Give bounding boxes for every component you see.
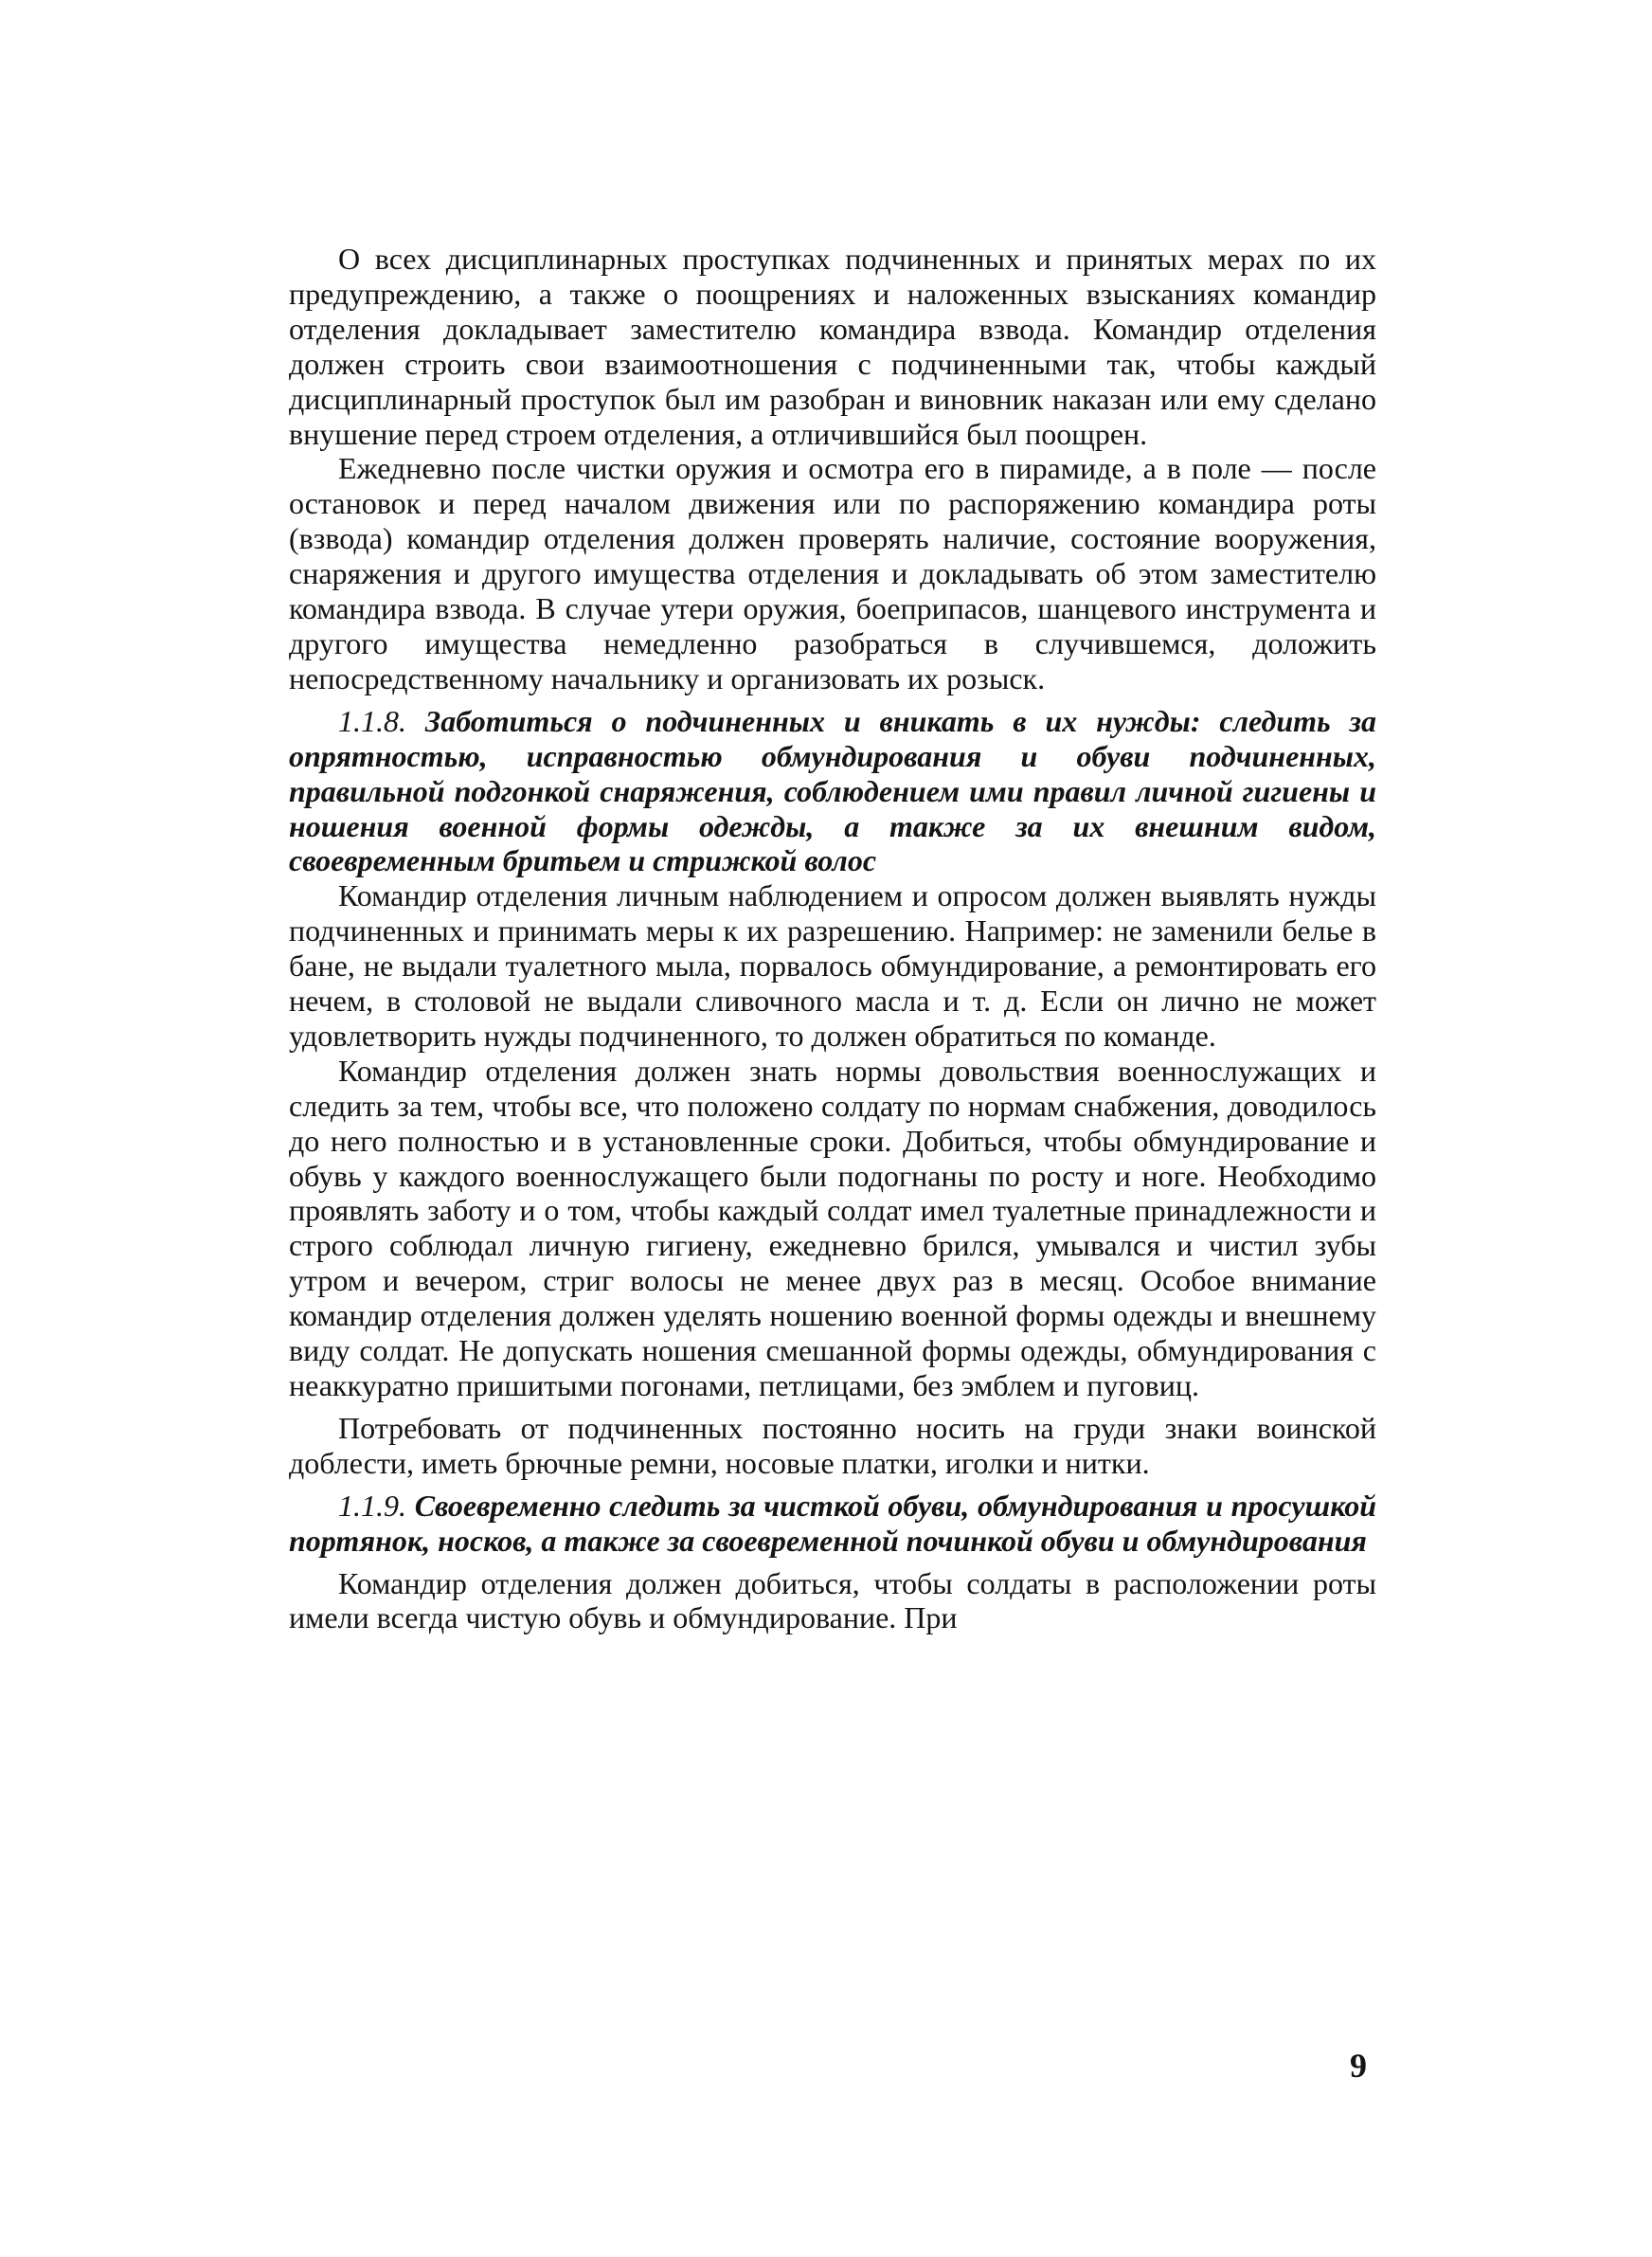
section-heading-text: Заботиться о подчиненных и вникать в их нужды: следить за опрятностью, исправностью обмундирования и обуви подчиненных, правильной подгонкой снаряжения, соблюдением ими правил личной гигиены и ношения военной формы одежды, а также за их внешним видом, своевременным бритьем и стрижкой волос: [289, 703, 1377, 878]
page-number: 9: [1350, 2047, 1367, 2085]
section-number: 1.1.9.: [338, 1488, 406, 1523]
paragraph-daily-weapon-check: Ежедневно после чистки оружия и осмотра его в пирамиде, а в поле — после остановок и перед началом движения или по распоряжению командира роты (взвода) командир отделения должен проверять наличие, состояние вооружения, снаряжения и другого имущества отделения и докладывать об этом заместителю командира взвода. В случае утери оружия, боеприпасов, шанцевого инструмента и другого имущества немедленно разобраться в случившемся, доложить непосредственному начальнику и организовать их розыск.: [289, 451, 1376, 695]
paragraph-needs-of-subordinates: Командир отделения личным наблюдением и опросом должен выявлять нужды подчиненных и принимать меры к их разрешению. Например: не заменили белье в бане, не выдали туалетного мыла, порвалось обмундирование, а ремонтировать его нечем, в столовой не выдали сливочного масла и т. д. Если он лично не может удовлетворить нужды подчиненного, то должен обратиться по команде.: [289, 878, 1376, 1053]
section-heading-1-1-8: [289, 704, 1376, 879]
paragraph-insignia-requirements: Потребовать от подчиненных постоянно носить на груди знаки воинской доблести, иметь брючные ремни, носовые платки, иголки и нитки.: [289, 1410, 1376, 1480]
page-body: [289, 242, 1376, 1635]
section-number: 1.1.8.: [338, 703, 406, 738]
paragraph-clean-uniform: Командир отделения должен добиться, чтобы солдаты в расположении роты имели всегда чистую обувь и обмундирование. При: [289, 1565, 1376, 1635]
section-heading-1-1-9: [289, 1489, 1376, 1559]
paragraph-allowance-norms: Командир отделения должен знать нормы довольствия военнослужащих и следить за тем, чтобы все, что положено солдату по нормам снабжения, доводилось до него полностью и в установленные сроки. Добиться, чтобы обмундирование и обувь у каждого военнослужащего были подогнаны по росту и ноге. Необходимо проявлять заботу и о том, чтобы каждый солдат имел туалетные принадлежности и строго соблюдал личную гигиену, ежедневно брился, умывался и чистил зубы утром и вечером, стриг волосы не менее двух раз в месяц. Особое внимание командир отделения должен уделять ношению военной формы одежды и внешнему виду солдат. Не допускать ношения смешанной формы одежды, обмундирования с неаккуратно пришитыми погонами, петлицами, без эмблем и пуговиц.: [289, 1053, 1376, 1402]
paragraph-discipline-reports: О всех дисциплинарных проступках подчиненных и принятых мерах по их предупреждению, а также о поощрениях и наложенных взысканиях командир отделения докладывает заместителю командира взвода. Командир отделения должен строить свои взаимоотношения с подчиненными так, чтобы каждый дисциплинарный проступок был им разобран и виновник наказан или ему сделано внушение перед строем отделения, а отличившийся был поощрен.: [289, 242, 1376, 451]
section-heading-text: Своевременно следить за чисткой обуви, обмундирования и просушкой портянок, носков, а также за своевременной починкой обуви и обмундирования: [289, 1488, 1377, 1558]
